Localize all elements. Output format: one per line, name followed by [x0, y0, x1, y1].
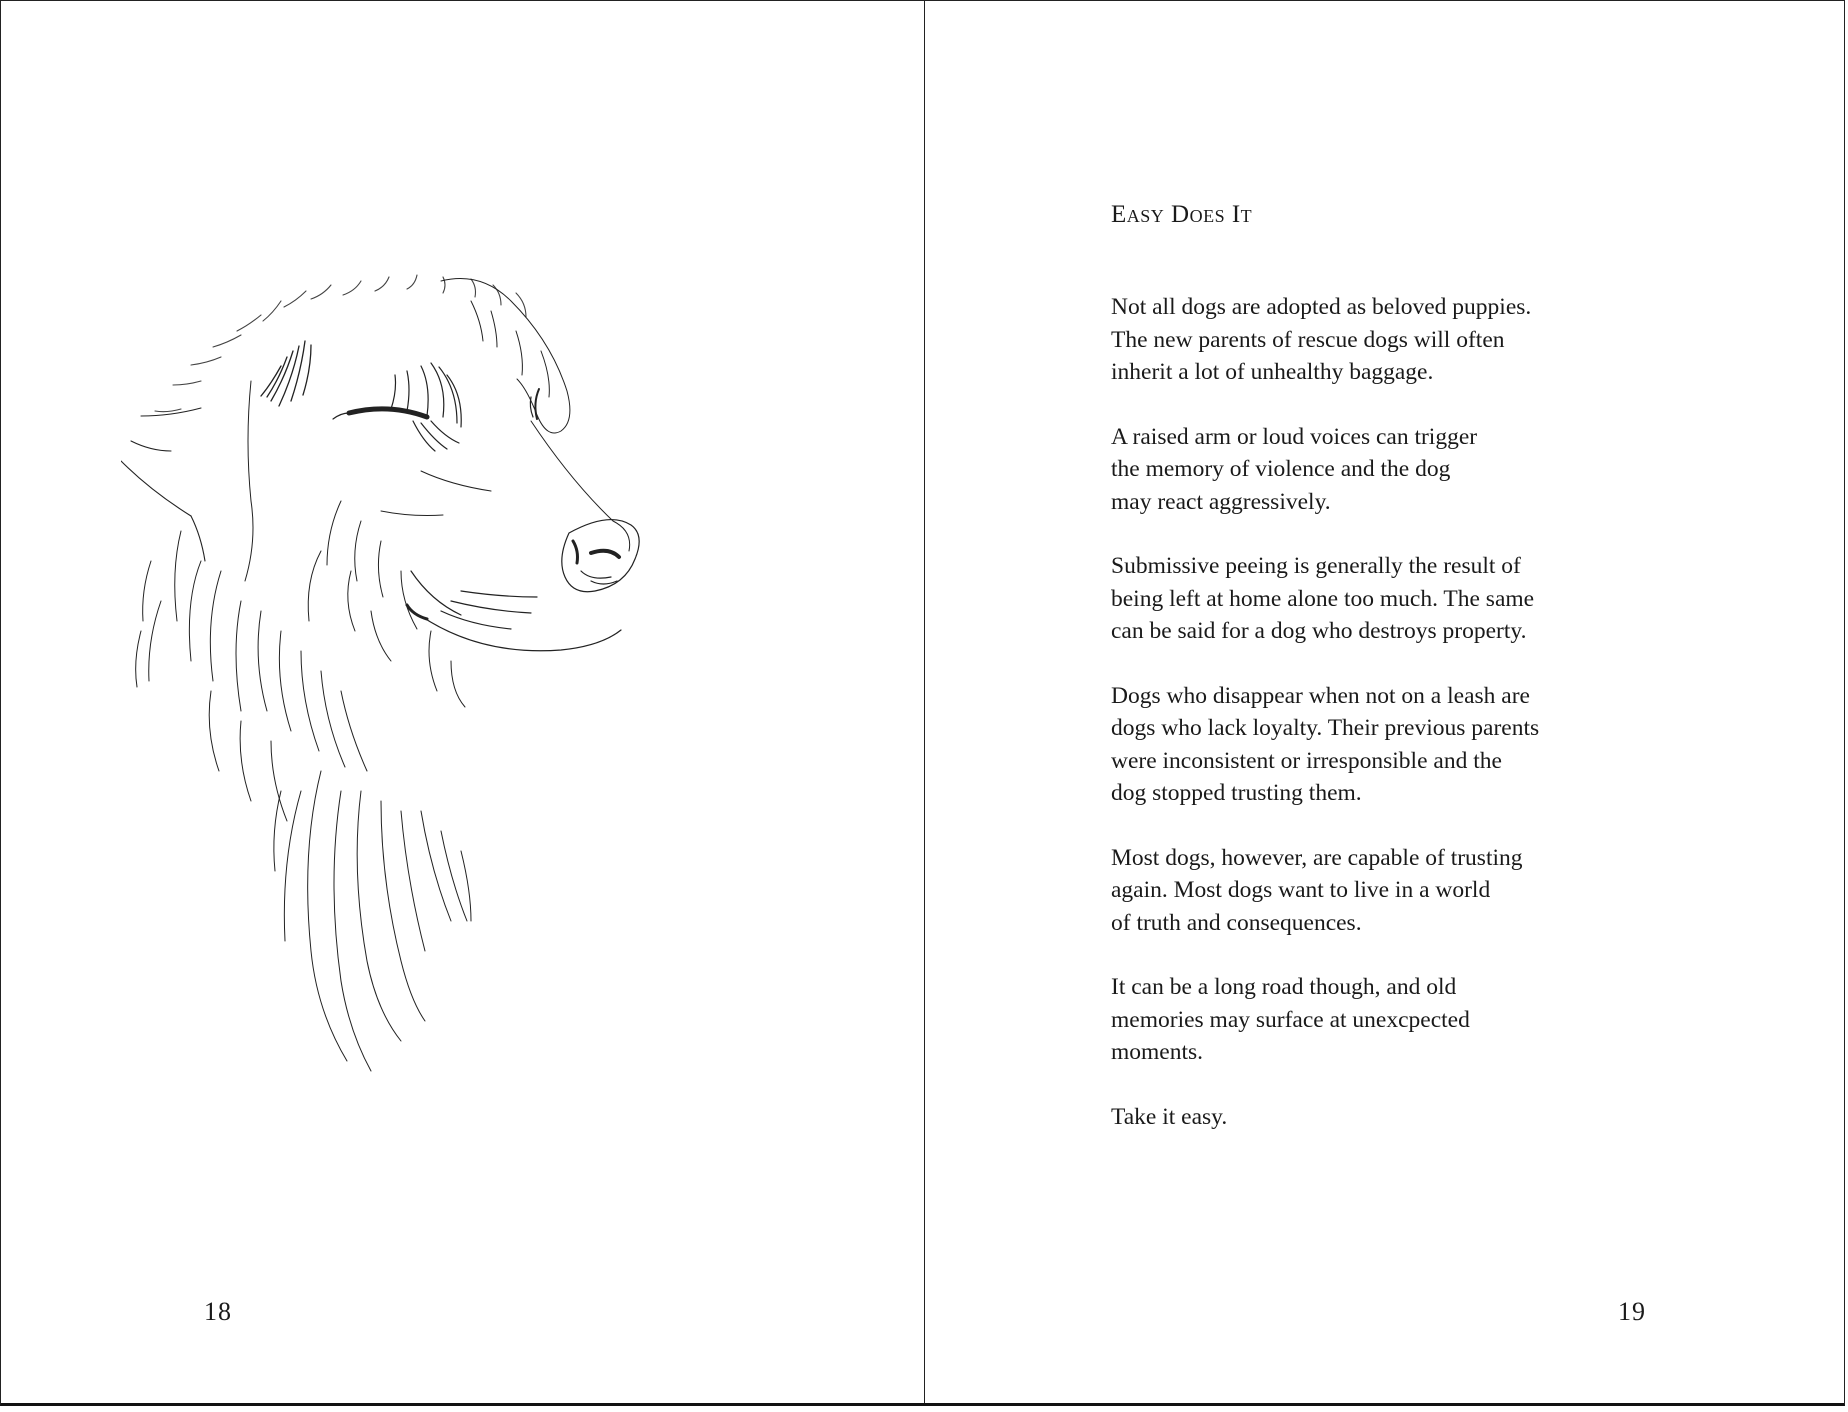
paragraph: Dogs who disappear when not on a leash are dogs who lack loyalty. Their previous parents were inconsistent or irresponsible and the dog stopped trusting them.	[1111, 682, 1540, 806]
page-number-left: 18	[204, 1297, 232, 1326]
left-page	[1, 1, 924, 1403]
paragraph: Submissive peeing is generally the result of being left at home alone too much. The same can be said for a dog who destroys property.	[1111, 553, 1535, 644]
dog-sketch-illustration	[121, 271, 781, 1171]
paragraph: Not all dogs are adopted as beloved puppies. The new parents of rescue dogs will often inherit a lot of unhealthy baggage.	[1111, 294, 1532, 385]
page-number-right: 19	[1618, 1297, 1646, 1326]
paragraph: It can be a long road though, and old memories may surface at unexcpected moments.	[1111, 974, 1470, 1065]
paragraph: Most dogs, however, are capable of trusting again. Most dogs want to live in a world of truth and consequences.	[1111, 844, 1523, 936]
right-page	[925, 1, 1845, 1403]
dog-sketch-icon	[121, 271, 781, 1171]
article-title: Easy Does It	[1111, 201, 1253, 228]
article	[1111, 201, 1671, 1165]
paragraph: Take it easy.	[1111, 1103, 1228, 1130]
paragraph: A raised arm or loud voices can trigger the memory of violence and the dog may react aggressively.	[1111, 423, 1478, 515]
